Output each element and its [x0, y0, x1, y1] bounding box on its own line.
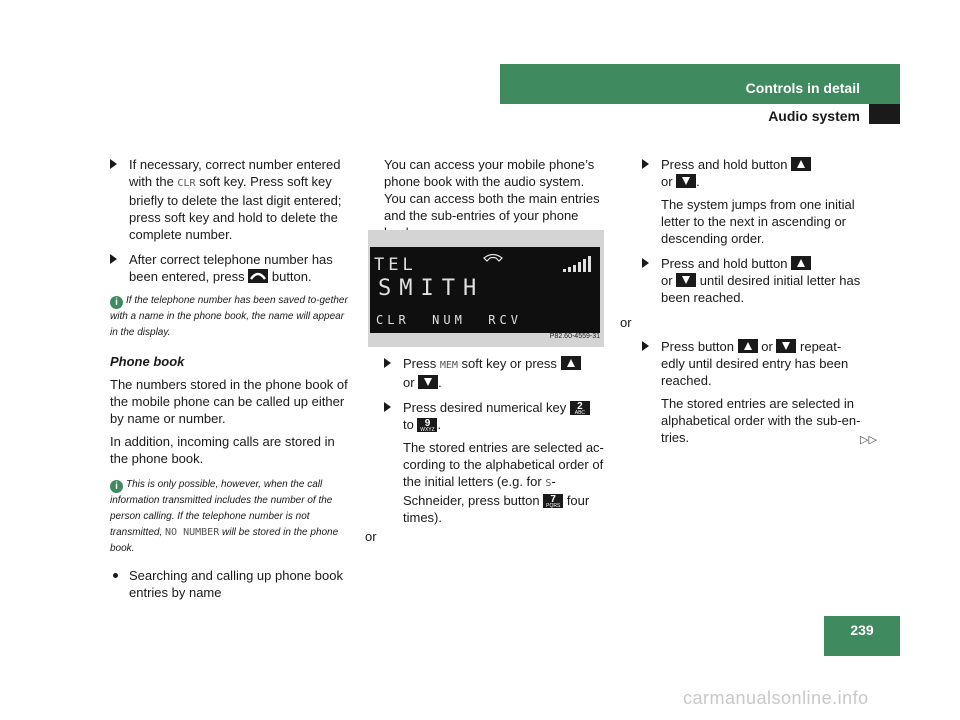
- display-tel: TEL: [374, 255, 417, 275]
- column-3: [642, 156, 864, 306]
- footer-watermark: carmanualsonline.info: [683, 688, 869, 708]
- section-title: Controls in detail: [745, 80, 860, 96]
- up-button-icon: [561, 356, 581, 370]
- intro-text: You can access your mobile phone’s phone book with the audio system. You can access both the main entries and the sub-entries of your phone: [384, 157, 600, 223]
- phone-book-para-2: In addition, incoming calls are stored in the phone book.: [110, 434, 335, 466]
- step-press-hold-letter: Press and hold button or until desired initial letter has been reached.: [642, 255, 864, 306]
- mem-key-label: MEM: [439, 360, 458, 371]
- up-button-icon: [791, 256, 811, 270]
- key-2-icon: 2 ABC: [570, 401, 590, 415]
- column-3-lower: [642, 338, 864, 446]
- display-softkeys: CLR NUM RCV: [376, 313, 522, 327]
- numerical-key-desc: The stored entries are selected ac-cording to the alphabetical order of the initial letters (e.g. for S-Schneider, press button 7 PQRS four times).: [403, 440, 604, 525]
- down-button-icon: [676, 174, 696, 188]
- subsection-marker: [869, 104, 900, 124]
- arrow-bullet-icon: [110, 254, 117, 264]
- down-button-icon: [418, 375, 438, 389]
- phone-book-heading: Phone book: [110, 354, 185, 369]
- up-button-icon: [738, 339, 758, 353]
- phone-handset-icon: [482, 252, 504, 266]
- step-send-call: After correct telephone number has been entered, press button.: [110, 251, 350, 285]
- page-number: 239: [824, 616, 900, 656]
- arrow-bullet-icon: [642, 159, 649, 169]
- info-icon: i: [110, 480, 123, 493]
- step-press-numerical-key: Press desired numerical key 2 ABC to 9 WXYZ . The stored entries are selected ac-cording to the alphabetical order of the initial letters (e.g. for S-Schneider, press button 7 PQRS four times).: [384, 399, 606, 526]
- bullet-dot-icon: [113, 573, 118, 578]
- bullet-search-by-name: Searching and calling up phone book entries by name: [110, 567, 350, 601]
- press-repeatedly-desc: The stored entries are selected in alphabetical order with the sub-en-tries.: [661, 396, 861, 445]
- s-key-label: S: [545, 478, 552, 489]
- down-button-icon: [776, 339, 796, 353]
- arrow-bullet-icon: [384, 358, 391, 368]
- no-number-label: NO NUMBER: [165, 527, 220, 538]
- subsection-title: Audio system: [768, 108, 860, 124]
- step-press-mem: Press MEM soft key or press or .: [384, 355, 606, 391]
- phone-book-para-1: The numbers stored in the phone book of the mobile phone can be called up either by name or number.: [110, 377, 348, 426]
- key-7-icon: 7 PQRS: [543, 494, 563, 508]
- key-9-icon: 9 WXYZ: [417, 418, 437, 432]
- signal-strength-icon: [562, 255, 592, 273]
- or-label-col2: or: [365, 529, 377, 544]
- step-press-hold: Press and hold button or . The system jumps from one initial letter to the next in ascending or descending order.: [642, 156, 864, 247]
- info-note-1: i If the telephone number has been saved to-gether with a name in the phone book, the name will appear in the display.: [110, 295, 348, 338]
- clr-key-label: CLR: [177, 178, 196, 189]
- arrow-bullet-icon: [384, 402, 391, 412]
- column-1: [110, 156, 350, 601]
- info-note-2: i This is only possible, however, when the call information transmitted includes the number of the person calling. If the telephone number is not transmitted, NO NUMBER will be stored in the phone book.: [110, 479, 339, 554]
- display-figure: [368, 230, 604, 347]
- down-button-icon: [676, 273, 696, 287]
- column-2-steps: [384, 355, 606, 526]
- or-label-col3: or: [620, 315, 632, 330]
- column-2-intro: [384, 156, 604, 241]
- phone-send-icon: [248, 269, 268, 283]
- step-correct-number: If necessary, correct number entered with the CLR soft key. Press soft key briefly to delete the last digit entered; press soft key and hold to delete the complete number.: [110, 156, 350, 243]
- step-press-repeatedly: Press button or repeat-edly until desired entry has been reached. The stored entries are selected in alphabetical order with the sub-en-tries.: [642, 338, 864, 446]
- header-bar: [500, 64, 900, 104]
- continue-arrows-icon: ▷▷: [860, 434, 877, 446]
- figure-caption: P82.60-4559-31: [549, 333, 600, 340]
- arrow-bullet-icon: [642, 341, 649, 351]
- arrow-bullet-icon: [642, 258, 649, 268]
- lcd-screen: [370, 247, 600, 333]
- arrow-bullet-icon: [110, 159, 117, 169]
- info-icon: i: [110, 296, 123, 309]
- display-contact-name: SMITH: [378, 276, 485, 301]
- press-hold-desc: The system jumps from one initial letter to the next in ascending or descending order.: [661, 197, 855, 246]
- up-button-icon: [791, 157, 811, 171]
